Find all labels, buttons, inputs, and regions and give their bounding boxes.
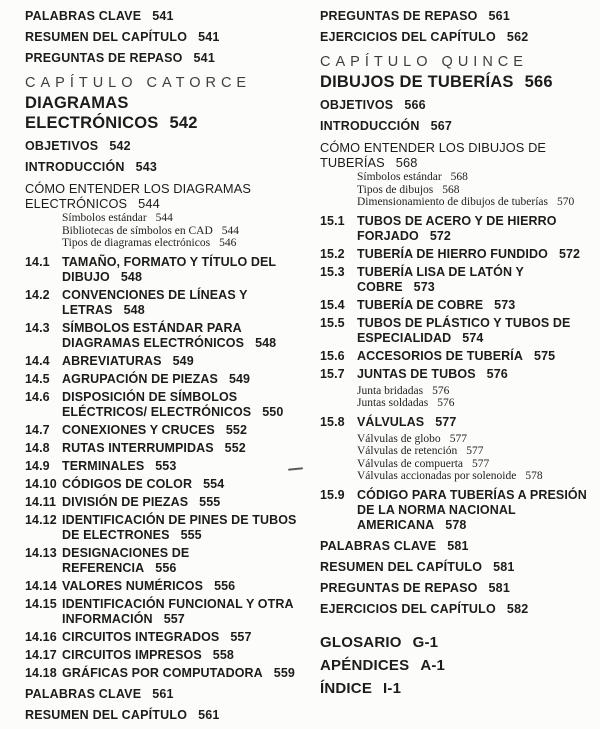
- toc-overview-entry: [320, 140, 598, 170]
- page-number: 549: [228, 371, 251, 386]
- toc-subentry-group: [320, 433, 598, 483]
- page-number: 577: [466, 445, 484, 457]
- section-number: 14.4: [25, 353, 50, 368]
- chapter-series: CAPÍTULO QUINCE: [320, 54, 528, 70]
- section-number: 15.7: [320, 366, 345, 381]
- entry-label: AGRUPACIÓN DE PIEZAS: [62, 371, 218, 386]
- toc-entry: [25, 708, 303, 722]
- toc-entry: [320, 9, 598, 23]
- entry-label: RESUMEN DEL CAPÍTULO: [320, 559, 483, 574]
- toc-subentry: [357, 397, 598, 410]
- page-number: 558: [212, 647, 234, 662]
- section-number: 15.6: [320, 348, 345, 363]
- toc-entry: [25, 441, 303, 456]
- chapter-series: CAPÍTULO CATORCE: [25, 75, 252, 91]
- section-number: 14.13: [25, 545, 57, 560]
- toc-entry: [25, 597, 303, 627]
- page-number: 556: [155, 560, 177, 575]
- toc-entry: [320, 119, 598, 133]
- entry-label: EJERCICIOS DEL CAPÍTULO: [320, 601, 496, 616]
- page-number: 577: [449, 432, 467, 445]
- entry-label: APÉNDICES: [320, 656, 410, 674]
- entry-label: Juntas soldadas: [357, 397, 429, 409]
- entry-label: Bibliotecas de símbolos en CAD: [62, 224, 213, 237]
- page-number: 555: [180, 527, 202, 542]
- page-number: 541: [193, 51, 215, 65]
- toc-overview-entry: [25, 181, 303, 211]
- entry-label: DISPOSICIÓN DE SÍMBOLOS ELÉCTRICOS/ ELECTRÓNICOS: [62, 389, 252, 419]
- entry-label: Válvulas accionadas por solenoide: [357, 470, 517, 482]
- page-number: 562: [506, 30, 529, 44]
- page-number: 567: [430, 119, 453, 133]
- toc-entry: [25, 648, 303, 663]
- page-number: 573: [494, 297, 516, 312]
- toc-subentry: [357, 458, 598, 471]
- toc-subentry-group: [320, 385, 598, 410]
- page-number: 578: [445, 517, 467, 532]
- chapter-heading: [25, 75, 303, 133]
- section-number: 15.9: [320, 487, 345, 502]
- page-number: 576: [486, 366, 508, 381]
- section-number: 14.11: [25, 494, 57, 509]
- entry-label: PREGUNTAS DE REPASO: [320, 580, 478, 595]
- page-number: 552: [225, 422, 248, 437]
- toc-entry: [25, 579, 303, 594]
- section-number: 15.8: [320, 414, 345, 429]
- section-number: 14.1: [25, 254, 50, 269]
- page-number: 542: [169, 114, 198, 132]
- toc-entry: [320, 247, 598, 262]
- toc-subentry: [357, 433, 598, 446]
- page-number: 573: [413, 279, 435, 294]
- entry-label: INTRODUCCIÓN: [320, 119, 420, 133]
- entry-label: ABREVIATURAS: [62, 353, 162, 368]
- page-number: 581: [488, 580, 510, 595]
- section-number: 14.3: [25, 320, 50, 335]
- page-number: 544: [221, 224, 240, 237]
- section-number: 15.5: [320, 315, 345, 330]
- toc-entry: [25, 51, 303, 65]
- toc-entry: [25, 666, 303, 681]
- section-number: 14.14: [25, 578, 57, 593]
- entry-label: Dimensionamiento de dibujos de tuberías: [357, 196, 548, 208]
- toc-entry: [25, 354, 303, 369]
- toc-subentry: [357, 171, 598, 184]
- page-number: 574: [462, 330, 484, 345]
- chapter-heading: [320, 54, 598, 92]
- section-number: 14.6: [25, 389, 50, 404]
- page-number: 548: [123, 302, 145, 317]
- toc-entry: [320, 680, 598, 697]
- page-number: 541: [152, 9, 174, 23]
- toc-entry: [25, 687, 303, 701]
- entry-label: TUBOS DE PLÁSTICO Y TUBOS DE ESPECIALIDAD: [357, 315, 571, 345]
- toc-subentry: [62, 212, 303, 225]
- entry-label: ÍNDICE: [320, 679, 373, 697]
- page-number: 581: [493, 559, 515, 574]
- page-number: 548: [255, 335, 277, 350]
- entry-label: SÍMBOLOS ESTÁNDAR PARA DIAGRAMAS ELECTRÓNICOS: [62, 320, 245, 350]
- page-number: 570: [557, 196, 575, 208]
- page-number: 549: [172, 353, 194, 368]
- toc-subentry-group: [320, 171, 598, 209]
- page-number: A-1: [420, 656, 446, 674]
- toc-entry: [320, 581, 598, 595]
- toc-entry: [25, 423, 303, 438]
- entry-label: ACCESORIOS DE TUBERÍA: [357, 348, 524, 363]
- page-number: G-1: [412, 633, 439, 651]
- toc-entry: [25, 459, 303, 474]
- toc-entry: [25, 390, 303, 420]
- toc-entry: [320, 98, 598, 112]
- entry-label: Tipos de dibujos: [357, 183, 434, 196]
- toc-subentry: [357, 196, 598, 209]
- page-number: 544: [138, 196, 160, 211]
- section-number: 14.15: [25, 596, 57, 611]
- section-number: 14.8: [25, 440, 50, 455]
- entry-label: GLOSARIO: [320, 633, 402, 651]
- page-number: 542: [109, 139, 131, 153]
- entry-label: Símbolos estándar: [62, 212, 147, 224]
- page-number: 568: [395, 155, 418, 170]
- toc-subentry-group: [25, 212, 303, 250]
- section-number: 15.3: [320, 264, 345, 279]
- entry-label: RESUMEN DEL CAPÍTULO: [25, 707, 188, 722]
- entry-label: VALORES NUMÉRICOS: [62, 578, 204, 593]
- section-number: 15.1: [320, 213, 345, 228]
- entry-label: DIAGRAMAS ELECTRÓNICOS: [25, 94, 159, 132]
- entry-label: Válvulas de globo: [357, 432, 441, 445]
- section-number: 15.2: [320, 246, 345, 261]
- section-number: 14.7: [25, 422, 50, 437]
- page-number: 566: [524, 73, 553, 91]
- toc-entry: [25, 477, 303, 492]
- page-number: 566: [404, 98, 426, 112]
- page-number: 556: [214, 578, 236, 593]
- entry-label: CIRCUITOS IMPRESOS: [62, 647, 202, 662]
- entry-label: PALABRAS CLAVE: [25, 9, 142, 23]
- toc-entry: [320, 367, 598, 382]
- toc-left-column: [25, 9, 303, 729]
- entry-label: DESIGNACIONES DE REFERENCIA: [62, 545, 190, 575]
- page-number: 577: [435, 414, 457, 429]
- page-number: 561: [198, 707, 220, 722]
- page-number: 553: [155, 458, 177, 473]
- chapter-title: [25, 93, 303, 133]
- toc-entry: [25, 160, 303, 174]
- entry-label: PALABRAS CLAVE: [320, 538, 437, 553]
- page-number: I-1: [383, 679, 402, 697]
- entry-label: Tipos de diagramas electrónicos: [62, 237, 211, 249]
- section-number: 14.9: [25, 458, 50, 473]
- entry-label: TAMAÑO, FORMATO Y TÍTULO DEL DIBUJO: [62, 254, 276, 284]
- entry-label: TUBERÍA DE COBRE: [357, 297, 484, 312]
- entry-label: IDENTIFICACIÓN FUNCIONAL Y OTRA INFORMACIÓN: [62, 596, 294, 626]
- section-number: 14.18: [25, 665, 57, 680]
- entry-label: OBJETIVOS: [320, 98, 394, 112]
- toc-entry: [320, 560, 598, 574]
- toc-entry: [320, 265, 598, 295]
- entry-label: RUTAS INTERRUMPIDAS: [62, 440, 214, 455]
- entry-label: VÁLVULAS: [357, 414, 425, 429]
- page-number: 561: [488, 9, 510, 23]
- toc-entry: [320, 349, 598, 364]
- toc-entry: [25, 630, 303, 645]
- entry-label: Válvulas de retención: [357, 445, 458, 457]
- toc-entry: [320, 488, 598, 533]
- page-number: 541: [198, 30, 220, 44]
- page-number: 557: [163, 611, 185, 626]
- entry-label: Símbolos estándar: [357, 171, 442, 183]
- toc-subentry: [62, 225, 303, 238]
- toc-entry: [25, 321, 303, 351]
- entry-label: CONEXIONES Y CRUCES: [62, 422, 215, 437]
- toc-subentry: [357, 470, 598, 483]
- toc-subentry: [357, 445, 598, 458]
- toc-entry: [320, 634, 598, 651]
- toc-entry: [25, 9, 303, 23]
- section-number: 14.17: [25, 647, 57, 662]
- entry-label: CIRCUITOS INTEGRADOS: [62, 629, 220, 644]
- page-number: 548: [120, 269, 142, 284]
- entry-label: DIVISIÓN DE PIEZAS: [62, 494, 189, 509]
- toc-subentry: [357, 184, 598, 197]
- page-number: 550: [262, 404, 284, 419]
- entry-label: PREGUNTAS DE REPASO: [320, 9, 478, 23]
- section-number: 14.12: [25, 512, 57, 527]
- toc-entry: [25, 30, 303, 44]
- entry-label: OBJETIVOS: [25, 139, 99, 153]
- page-number: 557: [230, 629, 252, 644]
- entry-label: TUBOS DE ACERO Y DE HIERRO FORJADO: [357, 213, 557, 243]
- toc-entry: [25, 255, 303, 285]
- toc-entry: [320, 316, 598, 346]
- entry-label: TERMINALES: [62, 458, 145, 473]
- page-number: 581: [447, 538, 469, 553]
- entry-label: PALABRAS CLAVE: [25, 686, 142, 701]
- toc-entry: [320, 539, 598, 553]
- page-number: 561: [152, 686, 174, 701]
- entry-label: RESUMEN DEL CAPÍTULO: [25, 30, 188, 44]
- page-number: 568: [450, 171, 468, 183]
- toc-entry: [25, 495, 303, 510]
- page-number: 572: [429, 228, 451, 243]
- toc-right-column: [320, 9, 598, 703]
- toc-entry: [320, 214, 598, 244]
- entry-label: TUBERÍA LISA DE LATÓN Y COBRE: [357, 264, 524, 294]
- page-number: 543: [135, 160, 158, 174]
- page-number: 568: [442, 183, 460, 196]
- page-number: 546: [219, 237, 237, 249]
- page-number: 575: [534, 348, 556, 363]
- toc-entry: [320, 30, 598, 44]
- page-number: 576: [432, 384, 450, 397]
- page-number: 544: [155, 212, 173, 224]
- page-number: 576: [437, 397, 455, 409]
- toc-entry: [25, 513, 303, 543]
- toc-entry: [25, 139, 303, 153]
- toc-entry: [320, 298, 598, 313]
- toc-entry: [320, 602, 598, 616]
- toc-entry: [320, 415, 598, 430]
- toc-entry: [25, 546, 303, 576]
- section-number: 15.4: [320, 297, 345, 312]
- page-number: 572: [558, 246, 581, 261]
- toc-entry: [320, 657, 598, 674]
- entry-label: IDENTIFICACIÓN DE PINES DE TUBOS DE ELECTRONES: [62, 512, 297, 542]
- chapter-title: [320, 72, 598, 92]
- entry-label: CÓMO ENTENDER LOS DIBUJOS DE TUBERÍAS: [320, 140, 547, 170]
- section-number: 14.10: [25, 476, 57, 491]
- toc-entry: [25, 288, 303, 318]
- page-number: 578: [525, 470, 543, 482]
- entry-label: DIBUJOS DE TUBERÍAS: [320, 73, 514, 91]
- entry-label: PREGUNTAS DE REPASO: [25, 51, 183, 65]
- section-number: 14.5: [25, 371, 50, 386]
- entry-label: CÓDIGOS DE COLOR: [62, 476, 193, 491]
- endmatter-group: [320, 634, 598, 697]
- page-number: 577: [472, 457, 490, 470]
- entry-label: TUBERÍA DE HIERRO FUNDIDO: [357, 246, 548, 261]
- section-number: 14.16: [25, 629, 57, 644]
- entry-label: JUNTAS DE TUBOS: [357, 366, 476, 381]
- toc-subentry: [357, 385, 598, 398]
- page-number: 555: [199, 494, 221, 509]
- entry-label: CÓMO ENTENDER LOS DIAGRAMAS ELECTRÓNICOS: [25, 181, 251, 211]
- toc-subentry: [62, 237, 303, 250]
- entry-label: CÓDIGO PARA TUBERÍAS A PRESIÓN DE LA NORMA NACIONAL AMERICANA: [357, 487, 587, 532]
- entry-label: Junta bridadas: [357, 384, 424, 397]
- page-number: 559: [273, 665, 295, 680]
- page-number: 554: [203, 476, 225, 491]
- entry-label: EJERCICIOS DEL CAPÍTULO: [320, 30, 496, 44]
- entry-label: Válvulas de compuerta: [357, 457, 464, 470]
- entry-label: GRÁFICAS POR COMPUTADORA: [62, 665, 263, 680]
- entry-label: CONVENCIONES DE LÍNEAS Y LETRAS: [62, 287, 248, 317]
- toc-entry: [25, 372, 303, 387]
- section-number: 14.2: [25, 287, 50, 302]
- page-number: 582: [506, 601, 529, 616]
- page-number: 552: [224, 440, 246, 455]
- entry-label: INTRODUCCIÓN: [25, 160, 125, 174]
